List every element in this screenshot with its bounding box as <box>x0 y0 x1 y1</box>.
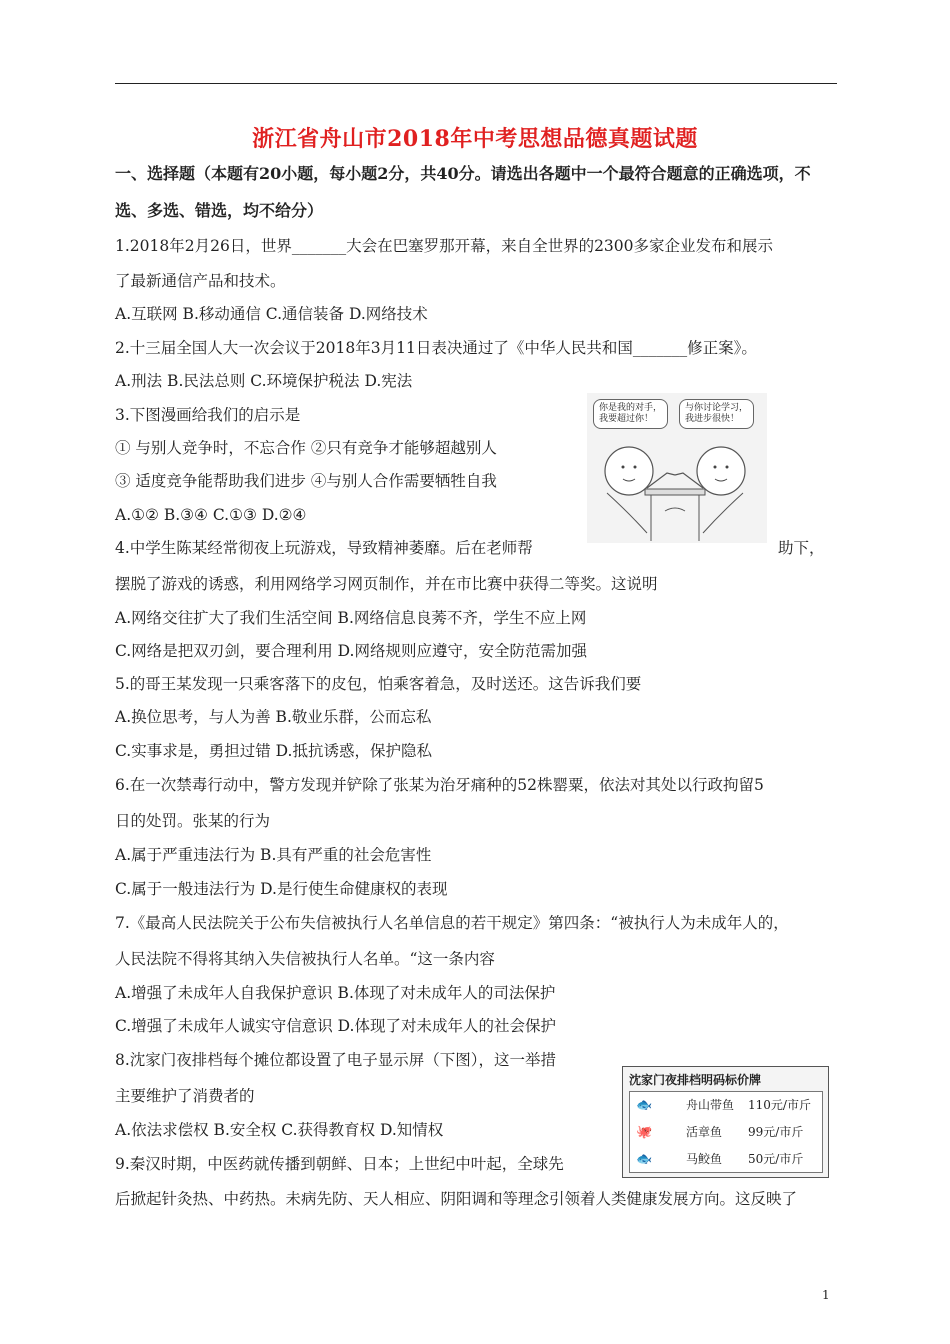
q2-stem: 2.十三届全国人大一次会议于2018年3月11日表决通过了《中华人民共和国_______修正案》。 <box>115 339 757 357</box>
section-header-cont: 选、多选、错选，均不给分） <box>115 201 324 220</box>
page-number: 1 <box>822 1288 830 1302</box>
q4-options-cd: C.网络是把双刃剑，要合理利用 D.网络规则应遵守，安全防范需加强 <box>115 642 587 660</box>
q4-options-ab: A.网络交往扩大了我们生活空间 B.网络信息良莠不齐，学生不应上网 <box>115 609 587 627</box>
q5-stem: 5.的哥王某发现一只乘客落下的皮包，怕乘客着急，及时送还。这告诉我们要 <box>115 675 642 693</box>
q5-options-cd: C.实事求是，勇担过错 D.抵抗诱惑，保护隐私 <box>115 742 432 760</box>
header-rule <box>115 83 837 84</box>
q6-options-ab: A.属于严重违法行为 B.具有严重的社会危害性 <box>115 846 432 864</box>
price-board-image <box>622 1066 829 1178</box>
price-board-table <box>629 1091 823 1173</box>
price-board-title: 沈家门夜排档明码标价牌 <box>629 1073 762 1087</box>
q6-stem-cont: 日的处罚。张某的行为 <box>115 812 271 830</box>
q9-stem-cont: 后掀起针灸热、中药热。未病先防、天人相应、阴阳调和等理念引领着人类健康发展方向。这反映了 <box>115 1190 798 1208</box>
q4-stem-cont: 摆脱了游戏的诱惑，利用网络学习网页制作，并在市比赛中获得二等奖。这说明 <box>115 575 658 593</box>
q5-options-ab: A.换位思考，与人为善 B.敬业乐群，公而忘私 <box>115 708 432 726</box>
q9-stem: 9.秦汉时期，中医药就传播到朝鲜、日本；上世纪中叶起，全球先 <box>115 1155 564 1173</box>
comic-illustration <box>587 393 767 543</box>
q8-options: A.依法求偿权 B.安全权 C.获得教育权 D.知情权 <box>115 1121 444 1139</box>
q6-stem: 6.在一次禁毒行动中，警方发现并铲除了张某为治牙痛种的52株罂粟，依法对其处以行政拘留5 <box>115 776 764 794</box>
fish-price: 110元/市斤 <box>748 1098 811 1112</box>
q7-stem-cont: 人民法院不得将其纳入失信被执行人名单。“这一条内容 <box>115 950 495 968</box>
price-row <box>630 1092 822 1118</box>
q8-stem-cont: 主要维护了消费者的 <box>115 1087 255 1105</box>
page-title: 浙江省舟山市2018年中考思想品德真题试题 <box>252 126 698 152</box>
octopus-icon: 🐙 <box>636 1125 653 1140</box>
q2-options: A.刑法 B.民法总则 C.环境保护税法 D.宪法 <box>115 372 413 390</box>
q7-stem: 7.《最高人民法院关于公布失信被执行人名单信息的若干规定》第四条：“被执行人为未成年人的， <box>115 914 789 932</box>
q6-options-cd: C.属于一般违法行为 D.是行使生命健康权的表现 <box>115 880 448 898</box>
fish-name: 马鲛鱼 <box>686 1152 723 1166</box>
q4-stem-end: 助下， <box>778 539 825 557</box>
fish-icon: 🐟 <box>636 1098 653 1113</box>
q1-stem-cont: 了最新通信产品和技术。 <box>115 272 286 290</box>
q3-statement-1-2: ① 与别人竞争时，不忘合作 ②只有竞争才能够超越别人 <box>115 439 497 457</box>
fish-name: 舟山带鱼 <box>686 1098 735 1112</box>
speech-bubble-right: 与你讨论学习， 我进步很快！ <box>679 399 754 429</box>
q3-options: A.①② B.③④ C.①③ D.②④ <box>115 506 307 524</box>
price-row <box>630 1146 822 1172</box>
fish-name: 活章鱼 <box>686 1125 723 1139</box>
q3-stem: 3.下图漫画给我们的启示是 <box>115 406 301 424</box>
q7-options-cd: C.增强了未成年人诚实守信意识 D.体现了对未成年人的社会保护 <box>115 1017 556 1035</box>
fish-icon: 🐟 <box>636 1152 653 1167</box>
fish-price: 99元/市斤 <box>748 1125 804 1139</box>
q3-statement-3-4: ③ 适度竞争能帮助我们进步 ④与别人合作需要牺牲自我 <box>115 472 497 490</box>
fish-price: 50元/市斤 <box>748 1152 804 1166</box>
q1-options: A.互联网 B.移动通信 C.通信装备 D.网络技术 <box>115 305 428 323</box>
q1-stem: 1.2018年2月26日，世界_______大会在巴塞罗那开幕，来自全世界的2300多家企业发布和展示 <box>115 237 774 255</box>
speech-bubble-left: 你是我的对手， 我要超过你！ <box>593 399 668 429</box>
q4-stem: 4.中学生陈某经常彻夜上玩游戏，导致精神萎靡。后在老师帮 <box>115 539 533 557</box>
q7-options-ab: A.增强了未成年人自我保护意识 B.体现了对未成年人的司法保护 <box>115 984 556 1002</box>
price-row <box>630 1119 822 1145</box>
q8-stem: 8.沈家门夜排档每个摊位都设置了电子显示屏（下图），这一举措 <box>115 1051 557 1069</box>
section-header: 一、选择题（本题有20小题，每小题2分，共40分。请选出各题中一个最符合题意的正确选项，不 <box>115 164 811 183</box>
